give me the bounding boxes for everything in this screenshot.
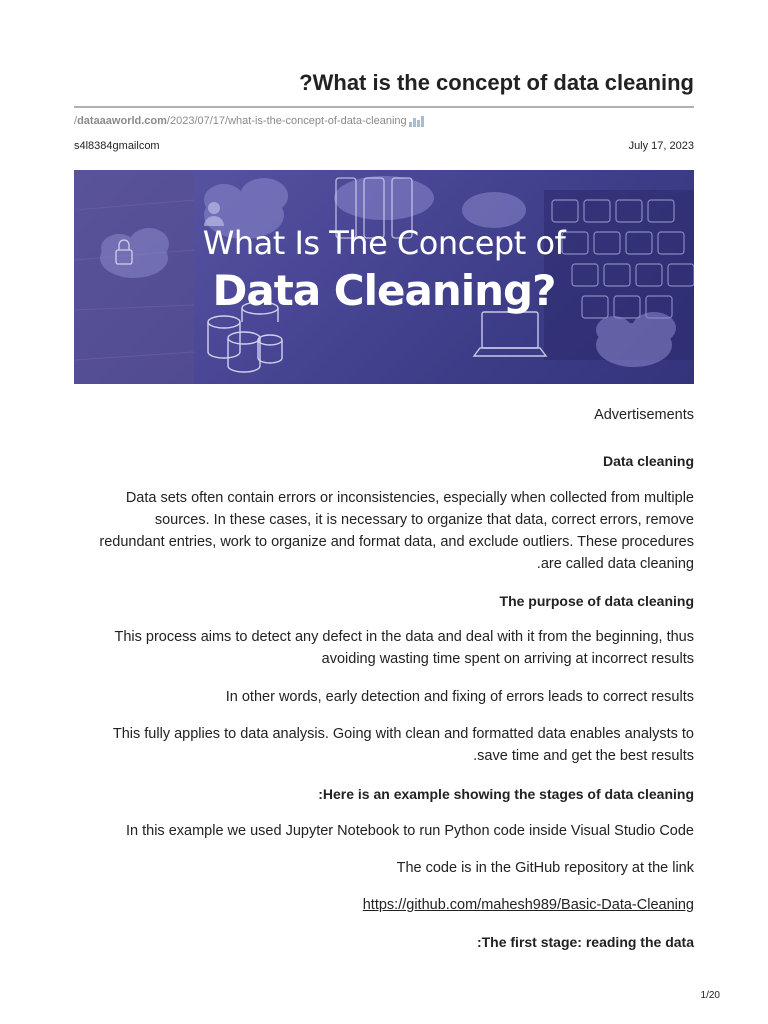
paragraph-line: redundant entries, work to organize and format data, and exclude outliers. These procedures bbox=[99, 534, 694, 550]
section-heading-purpose: The purpose of data cleaning bbox=[499, 593, 694, 609]
advertisements-label: Advertisements bbox=[594, 407, 694, 423]
paragraph-line: This fully applies to data analysis. Going with clean and formatted data enables analysts to bbox=[112, 726, 694, 742]
github-link-line bbox=[74, 894, 694, 916]
page-title: ?What is the concept of data cleaning bbox=[299, 70, 694, 95]
github-repo-link[interactable]: https://github.com/mahesh989/Basic-Data-Cleaning bbox=[362, 897, 694, 913]
url-domain: dataaaworld.com bbox=[77, 115, 167, 127]
author-name: s4l8384gmailcom bbox=[74, 140, 160, 152]
url-path: /2023/07/17/what-is-the-concept-of-data-cleaning bbox=[166, 115, 407, 127]
bar-chart-icon bbox=[408, 115, 424, 127]
banner-heading-line1: What Is The Concept of bbox=[202, 224, 566, 262]
paragraph-line: .save time and get the best results bbox=[473, 748, 694, 764]
banner-heading-line2: Data Cleaning? bbox=[212, 266, 556, 315]
paragraph-early-detection: In other words, early detection and fixing of errors leads to correct results bbox=[225, 689, 694, 705]
paragraph-line: .are called data cleaning bbox=[536, 556, 694, 572]
paragraph-line: Data sets often contain errors or inconsistencies, especially when collected from multiple bbox=[125, 490, 694, 506]
paragraph-line: This process aims to detect any defect in the data and deal with it from the beginning, thus bbox=[114, 629, 694, 645]
section-heading-data-cleaning: Data cleaning bbox=[602, 453, 694, 469]
page-number: 1/20 bbox=[700, 990, 720, 1001]
section-heading-first-stage: :The first stage: reading the data bbox=[476, 934, 694, 950]
title-divider bbox=[74, 106, 694, 108]
paragraph-jupyter: In this example we used Jupyter Notebook to run Python code inside Visual Studio Code bbox=[126, 823, 694, 839]
header-banner-image bbox=[74, 170, 694, 384]
publish-date: July 17, 2023 bbox=[628, 140, 694, 152]
paragraph-line: sources. In these cases, it is necessary to organize that data, correct errors, remove bbox=[154, 512, 694, 528]
paragraph-line: avoiding wasting time spent on arriving at incorrect results bbox=[321, 651, 694, 667]
laptop-icon bbox=[474, 312, 546, 356]
source-url[interactable] bbox=[74, 115, 424, 127]
section-heading-example: :Here is an example showing the stages of data cleaning bbox=[318, 786, 694, 802]
paragraph-github: The code is in the GitHub repository at the link bbox=[396, 860, 694, 876]
url-prefix: / bbox=[74, 115, 78, 127]
